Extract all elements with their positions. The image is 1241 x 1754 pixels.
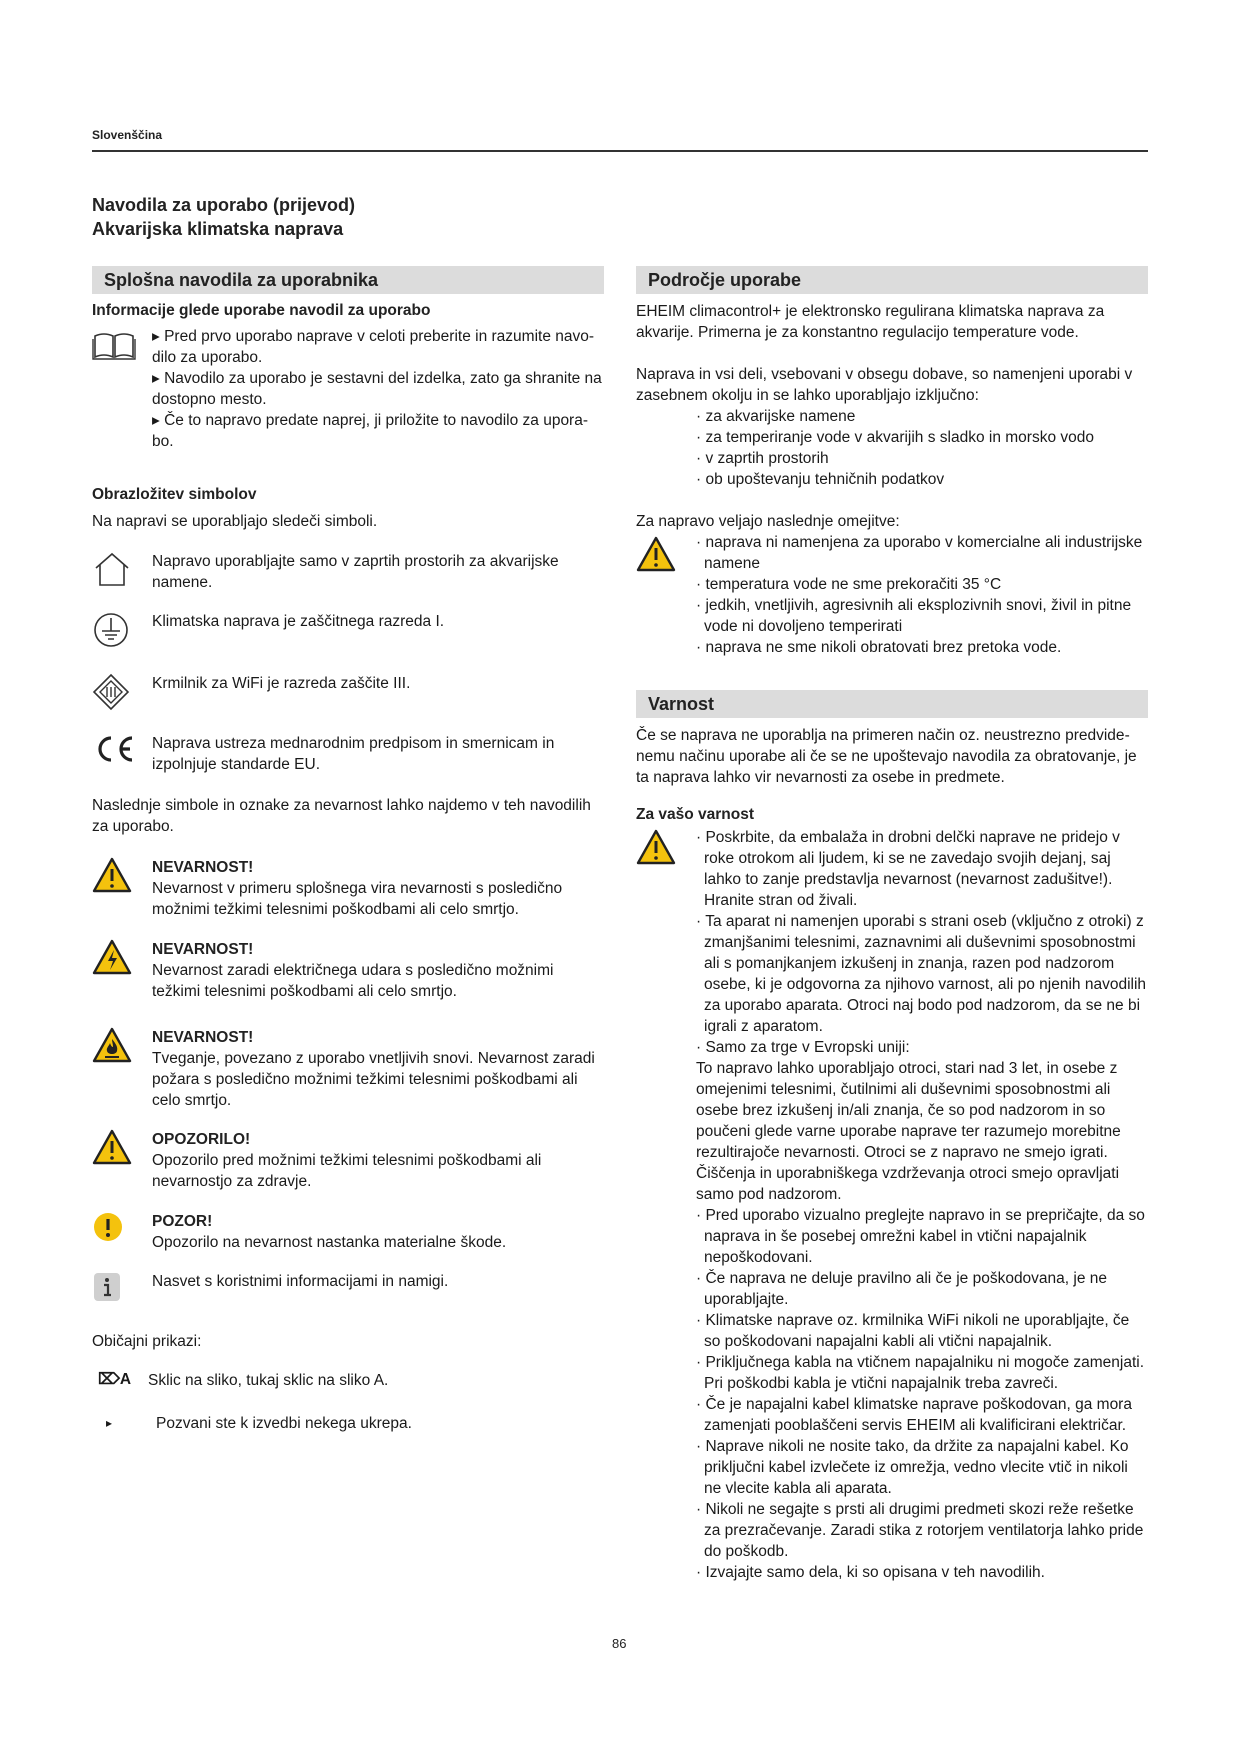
symbol-text-class3: Krmilnik za WiFi je razreda zaščite III. xyxy=(152,675,411,692)
document-title xyxy=(92,193,355,241)
safety-list xyxy=(696,827,1148,1583)
safety-block xyxy=(636,827,1148,1583)
section-usage: Področje uporabe xyxy=(636,266,1148,294)
info-bullet-3: ▸ Če to napravo predate naprej, ji priložite to navodilo za uporabo. xyxy=(152,412,589,450)
limits-intro: Za napravo veljajo naslednje omejitve: xyxy=(636,513,900,530)
header-language: Slovenščina xyxy=(92,128,163,142)
limits-item-2: · temperatura vode ne sme prekoračiti 35 °C xyxy=(696,576,1002,593)
warning-row-electric xyxy=(92,939,604,1027)
info-bullets xyxy=(152,326,604,452)
warning-triangle-icon xyxy=(636,532,696,572)
warnings-intro: Naslednje simbole in oznake za nevarnost lahko najdemo v teh navodilih za uporabo. xyxy=(92,797,591,835)
warning-triangle-icon xyxy=(92,857,152,893)
caution-circle-icon xyxy=(92,1211,152,1245)
safety-item-7: · Klimatske naprave oz. krmilnika WiFi nikoli ne uporabljajte, če so poškodovani napajalni kabli ali vtični napajalnik. xyxy=(696,1312,1130,1350)
symbol-row-house xyxy=(92,551,604,611)
safety-item-1: · Poskrbite, da embalaža in drobni delčki naprave ne pridejo v roke otrokom ali ljudem, ki se ne zavedajo svojih dejanj, saj lahko to zanje predstavlja nevarnost (nevarnost zadušitve!). Hranite stran od živali. xyxy=(696,829,1120,909)
section-general-instructions: Splošna navodila za uporabnika xyxy=(92,266,604,294)
safety-item-eu-detail: To napravo lahko uporabljajo otroci, stari nad 3 let, in osebe z omejenimi telesnimi, čutilnimi ali duševnimi sposobnostmi ali osebe brez izkušenj in/ali znanja, če so pod nadzorom in so poučeni glede varne uporabe naprave ter razumejo morebitne rezultirajoče nevarnosti. Otroci se z napravo ne smejo igrati. Čiščenja in uporabniškega vzdrževanja otroci smejo opravljati samo pod nadzorom. xyxy=(696,1060,1121,1203)
protective-earth-icon xyxy=(92,611,152,649)
symbol-row-earth xyxy=(92,611,604,673)
safety-item-6: · Če naprava ne deluje pravilno ali če je poškodovana, je ne uporabljajte. xyxy=(696,1270,1108,1308)
limits-item-4: · naprava ne sme nikoli obratovati brez pretoka vode. xyxy=(696,639,1062,656)
warning-row-caution xyxy=(92,1129,604,1211)
manual-book-icon xyxy=(92,326,152,360)
usage-item-4: · ob upoštevanju tehničnih podatkov xyxy=(696,471,945,488)
info-block xyxy=(92,326,604,452)
limits-block xyxy=(636,532,1148,658)
safety-item-3: · Samo za trge v Evropski uniji: xyxy=(696,1039,910,1056)
safety-item-8: · Priključnega kabla na vtičnem napajalniku ni mogoče zamenjati. Pri poškodbi kabla je vtični napajalnik treba zavreči. xyxy=(696,1354,1145,1392)
usage-item-2: · za temperiranje vode v akvarijih s sladko in morsko vodo xyxy=(696,429,1095,446)
warning-title-caution: OPOZORILO! xyxy=(152,1131,251,1148)
limits-item-1: · naprava ni namenjena za uporabo v komercialne ali industrijske namene xyxy=(696,534,1143,572)
safety-item-10: · Naprave nikoli ne nosite tako, da držite za napajalni kabel. Ko priključni kabel izvlečete iz omrežja, vedno vlecite vtič in nikoli ne vlecite kabla ali aparata. xyxy=(696,1438,1129,1497)
symbol-text-ce: Naprava ustreza mednarodnim predpisom in smernicam in izpolnjuje standarde EU. xyxy=(152,735,555,773)
figure-reference-marker: ⌦A xyxy=(98,1371,132,1388)
ce-mark-icon xyxy=(92,733,152,765)
usage-paragraph-1: EHEIM climacontrol+ je elektronsko regulirana klimatska naprava za akvarije. Primerna je za konstantno regulacijo temperature vode. xyxy=(636,303,1105,341)
warning-text-electric: Nevarnost zaradi električnega udara s posledično možnimi težkimi telesnimi poškodbami ali celo smrtjo. xyxy=(152,962,554,1000)
limits-item-3: · jedkih, vnetljivih, agresivnih ali eksplozivnih snovi, živil in pitne vode ni dovoljeno temperirati xyxy=(696,597,1132,635)
electric-hazard-icon xyxy=(92,939,152,975)
warning-title-general: NEVARNOST! xyxy=(152,859,254,876)
title-line-1: Navodila za uporabo (prijevod) xyxy=(92,195,356,215)
symbol-text-house: Napravo uporabljajte samo v zaprtih prostorih za akvarijske namene. xyxy=(152,553,559,591)
warning-title-fire: NEVARNOST! xyxy=(152,1029,254,1046)
page-number: 86 xyxy=(612,1636,627,1651)
symbol-row-class3 xyxy=(92,673,604,733)
left-column xyxy=(92,266,604,1434)
your-safety-heading: Za vašo varnost xyxy=(636,806,755,823)
safety-item-11: · Nikoli ne segajte s prsti ali drugimi predmeti skozi reže rešetke za prezračevanje. Zaradi stika z rotorjem ventilatorja lahko pride do poškodb. xyxy=(696,1501,1144,1560)
warning-row-pozor xyxy=(92,1211,604,1271)
warning-text-pozor: Opozorilo na nevarnost nastanka materialne škode. xyxy=(152,1234,507,1251)
safety-item-2: · Ta aparat ni namenjen uporabi s strani oseb (vključno z otroki) z zmanjšanimi telesnimi, zaznavnimi ali duševnimi sposobnostmi ali s pomanjkanjem izkušenj in znanja, razen pod nadzorom osebe, ki je odgovorna za njihovo varnost, ali po njenih navodilih za uporabo aparata. Otroci naj bodo pod nadzorom, da se ne bi igrali z aparatom. xyxy=(696,913,1147,1035)
safety-paragraph: Če se naprava ne uporablja na primeren način oz. neustrezno predvidenemu načinu uporabe ali če se ne upoštevajo navodila za obratovanje, je ta naprava lahko vir nevarnosti za osebe in predmete. xyxy=(636,727,1137,786)
warning-triangle-icon xyxy=(92,1129,152,1165)
safety-item-12: · Izvajajte samo dela, ki so opisana v teh navodilih. xyxy=(696,1564,1045,1581)
warning-text-fire: Tveganje, povezano z uporabo vnetljivih snovi. Nevarnost zaradi požara s posledično možnimi težkimi telesnimi poškodbami ali celo smrtjo. xyxy=(152,1050,595,1109)
warning-text-caution: Opozorilo pred možnimi težkimi telesnimi poškodbami ali nevarnostjo za zdravje. xyxy=(152,1152,542,1190)
title-line-2: Akvarijska klimatska naprava xyxy=(92,219,344,239)
warning-row-info xyxy=(92,1271,604,1329)
display-text-action: Pozvani ste k izvedbi nekega ukrepa. xyxy=(156,1415,412,1432)
usage-item-3: · v zaprtih prostorih xyxy=(696,450,829,467)
symbols-heading: Obrazložitev simbolov xyxy=(92,486,257,503)
symbols-intro: Na napravi se uporabljajo sledeči simboli. xyxy=(92,513,378,530)
fire-hazard-icon xyxy=(92,1027,152,1063)
info-heading: Informacije glede uporabe navodil za uporabo xyxy=(92,302,431,319)
display-text-figure: Sklic na sliko, tukaj sklic na sliko A. xyxy=(148,1372,389,1389)
usage-list xyxy=(696,406,1148,490)
warning-row-general xyxy=(92,857,604,939)
warning-title-electric: NEVARNOST! xyxy=(152,941,254,958)
safety-item-9: · Če je napajalni kabel klimatske naprave poškodovan, ga mora zamenjati pooblaščeni servis EHEIM ali kvalificirani električar. xyxy=(696,1396,1132,1434)
house-icon xyxy=(92,551,152,587)
protection-class-iii-icon xyxy=(92,673,152,711)
right-column xyxy=(636,266,1148,1583)
info-bullet-2: ▸ Navodilo za uporabo je sestavni del izdelka, zato ga shranite na dostopno mesto. xyxy=(152,370,602,408)
warning-row-fire xyxy=(92,1027,604,1129)
display-row-action xyxy=(92,1413,604,1434)
symbol-row-ce xyxy=(92,733,604,795)
info-icon xyxy=(92,1271,152,1303)
section-safety: Varnost xyxy=(636,690,1148,718)
limits-list xyxy=(696,532,1148,658)
warning-text-info: Nasvet s koristnimi informacijami in namigi. xyxy=(152,1273,449,1290)
display-heading: Običajni prikazi: xyxy=(92,1333,202,1350)
warning-title-pozor: POZOR! xyxy=(152,1213,213,1230)
header-rule xyxy=(92,150,1148,152)
safety-item-5: · Pred uporabo vizualno preglejte napravo in se prepričajte, da so naprava in še posebej omrežni kabel in vtični napajalnik nepoškodovani. xyxy=(696,1207,1145,1266)
action-arrow-marker: ▸ xyxy=(106,1416,113,1430)
usage-item-1: · za akvarijske namene xyxy=(696,408,856,425)
symbol-text-earth: Klimatska naprava je zaščitnega razreda I. xyxy=(152,613,445,630)
warning-triangle-icon xyxy=(636,827,696,865)
display-row-figure xyxy=(92,1370,604,1391)
warning-text-general: Nevarnost v primeru splošnega vira nevarnosti s posledično možnimi težkimi telesnimi poškodbami ali celo smrtjo. xyxy=(152,880,563,918)
usage-paragraph-2: Naprava in vsi deli, vsebovani v obsegu dobave, so namenjeni uporabi v zasebnem okolju in se lahko uporabljajo izključno: xyxy=(636,366,1133,404)
info-bullet-1: ▸ Pred prvo uporabo naprave v celoti preberite in razumite navodilo za uporabo. xyxy=(152,328,595,366)
